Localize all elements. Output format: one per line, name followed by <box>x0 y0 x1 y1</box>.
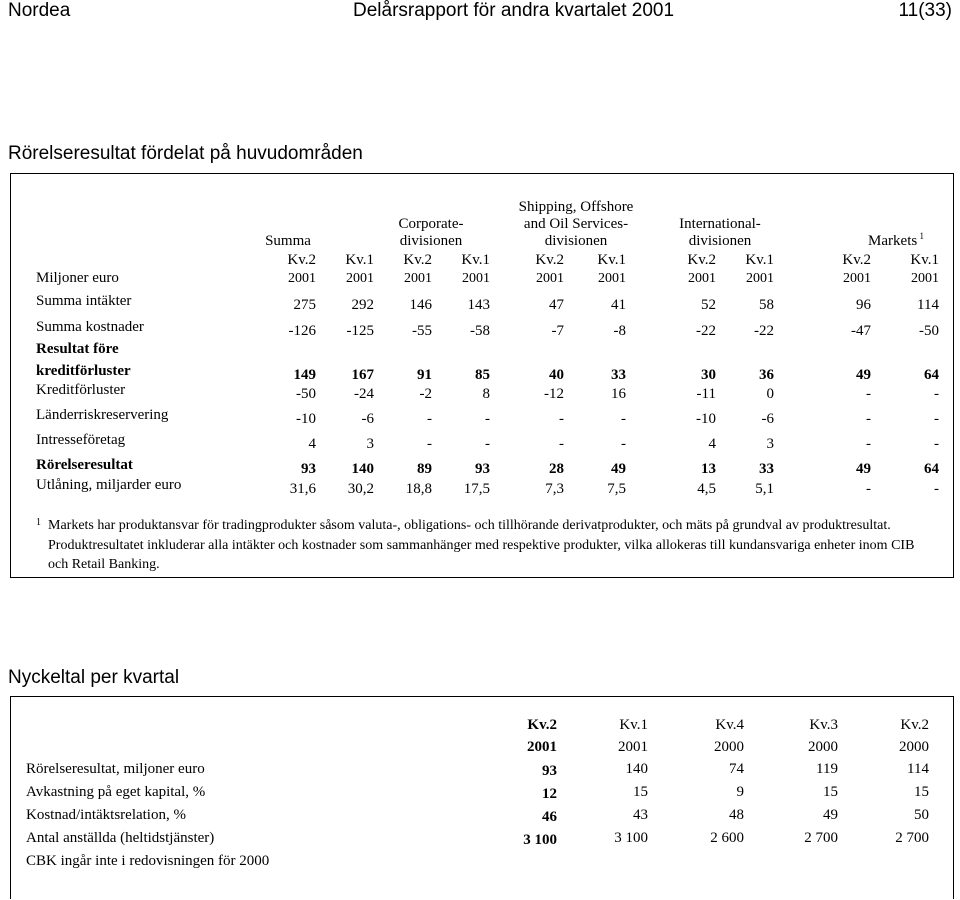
table-cell: - <box>934 481 939 497</box>
table-cell: -10 <box>696 411 716 427</box>
table-cell: 2 700 <box>804 830 838 846</box>
table-cell: 64 <box>924 461 939 477</box>
company-name: Nordea <box>8 0 71 21</box>
table-cell: 3 100 <box>523 832 557 848</box>
table-cell: 58 <box>759 297 774 313</box>
table-cell: 36 <box>759 367 774 383</box>
group-header-line: Summa <box>265 233 311 249</box>
table-cell: -125 <box>346 323 374 339</box>
table-cell: -12 <box>544 386 564 402</box>
year-header: 2001 <box>346 271 374 286</box>
year-header: 2001 <box>462 271 490 286</box>
table-cell: 3 100 <box>614 830 648 846</box>
table-cell: -47 <box>851 323 871 339</box>
table-cell: 167 <box>351 367 374 383</box>
table-cell: -8 <box>613 323 626 339</box>
table-cell: 28 <box>549 461 564 477</box>
table-cell: 85 <box>475 367 490 383</box>
row-label: Rörelseresultat, miljoner euro <box>26 761 205 777</box>
year-header: 2000 <box>808 739 838 755</box>
table-cell: - <box>559 436 564 452</box>
table-cell: -10 <box>296 411 316 427</box>
year-header: 2001 <box>527 739 557 755</box>
table-cell: 15 <box>633 784 648 800</box>
table-cell: -22 <box>696 323 716 339</box>
row-label: Länderriskreservering <box>36 407 169 423</box>
table-cell: 43 <box>633 807 648 823</box>
period-header: Kv.2 <box>403 252 432 268</box>
year-header: 2001 <box>536 271 564 286</box>
year-header: 2001 <box>404 271 432 286</box>
table-cell: -50 <box>296 386 316 402</box>
table-cell: - <box>621 411 626 427</box>
page-number: 11(33) <box>898 0 952 21</box>
table-cell: 114 <box>917 297 939 313</box>
period-header: Kv.1 <box>619 717 648 733</box>
table-cell: 48 <box>729 807 744 823</box>
group-header-line: divisionen <box>399 233 463 249</box>
table-cell: - <box>934 436 939 452</box>
table-cell: - <box>866 436 871 452</box>
row-label-cont: kreditförluster <box>36 363 131 379</box>
row-label: Rörelseresultat <box>36 457 133 473</box>
year-header: 2001 <box>688 271 716 286</box>
table-cell: 149 <box>293 367 316 383</box>
table-cell: 7,3 <box>545 481 564 497</box>
table-cell: - <box>866 386 871 402</box>
year-header: 2001 <box>598 271 626 286</box>
year-header: 2001 <box>288 271 316 286</box>
table-cell: 143 <box>467 297 490 313</box>
table-cell: 49 <box>856 367 871 383</box>
table-cell: 18,8 <box>405 481 432 497</box>
table-cell: 146 <box>409 297 432 313</box>
period-header: Kv.1 <box>910 252 939 268</box>
period-header: Kv.4 <box>715 717 744 733</box>
table-cell: 16 <box>611 386 626 402</box>
table-cell: 74 <box>729 761 744 777</box>
table-cell: 0 <box>766 386 774 402</box>
footnote-ref: 1 <box>917 231 924 241</box>
table-cell: - <box>621 436 626 452</box>
footnote-text: Markets har produktansvar för tradingprodukter såsom valuta-, obligations- och tillhörande derivatprodukter, och mäts på grundval av produktresultat. Produktresultatet inkluderar alla intäkter och kostnader som sammanhänger med respektive produkter, vilka allokeras till kundansvariga enheter inom CIB och Retail Banking. <box>48 518 915 572</box>
footnote-mark: 1 <box>36 517 41 528</box>
table-cell: 275 <box>293 297 316 313</box>
table-cell: 140 <box>351 461 374 477</box>
period-header: Kv.1 <box>461 252 490 268</box>
table-cell: -6 <box>361 411 374 427</box>
period-header: Kv.1 <box>597 252 626 268</box>
table-cell: 41 <box>611 297 626 313</box>
table-cell: -22 <box>754 323 774 339</box>
table-cell: 49 <box>611 461 626 477</box>
period-header: Kv.2 <box>535 252 564 268</box>
group-header-line: Shipping, Offshore <box>518 199 634 215</box>
table-cell: 30 <box>701 367 716 383</box>
year-header: 2001 <box>618 739 648 755</box>
row-label: Resultat före <box>36 341 119 357</box>
table-cell: 93 <box>301 461 316 477</box>
period-header: Kv.1 <box>345 252 374 268</box>
year-header: 2001 <box>746 271 774 286</box>
table-cell: 30,2 <box>347 481 374 497</box>
keyfigures-note: CBK ingår inte i redovisningen för 2000 <box>26 853 270 869</box>
table-cell: 3 <box>766 436 774 452</box>
segments-section-title: Rörelseresultat fördelat på huvudområden <box>8 143 363 164</box>
group-header-line: Corporate- <box>398 216 464 232</box>
table-cell: 17,5 <box>463 481 490 497</box>
table-cell: 93 <box>475 461 490 477</box>
table-cell: -11 <box>696 386 716 402</box>
row-label: Intresseföretag <box>36 432 126 448</box>
table-cell: 4 <box>308 436 316 452</box>
table-cell: 140 <box>625 761 648 777</box>
group-header-line: divisionen <box>688 233 752 249</box>
table-cell: -126 <box>288 323 316 339</box>
table-cell: 8 <box>482 386 490 402</box>
table-cell: 33 <box>611 367 626 383</box>
table-cell: 119 <box>816 761 838 777</box>
row-label: Avkastning på eget kapital, % <box>26 784 206 800</box>
table-cell: - <box>485 436 490 452</box>
table-cell: - <box>934 386 939 402</box>
period-header: Kv.3 <box>809 717 838 733</box>
table-cell: 4,5 <box>697 481 716 497</box>
table-cell: -50 <box>919 323 939 339</box>
table-cell: 292 <box>351 297 374 313</box>
table-cell: 91 <box>417 367 432 383</box>
table-cell: 93 <box>542 763 557 779</box>
year-header: 2001 <box>843 271 871 286</box>
table-cell: - <box>427 411 432 427</box>
table-cell: 9 <box>736 784 744 800</box>
table-cell: -55 <box>412 323 432 339</box>
page-header <box>0 0 960 22</box>
year-header: 2001 <box>911 271 939 286</box>
group-header-line: Markets $^1$ <box>868 231 924 249</box>
markets-footnote <box>36 516 928 575</box>
row-label: Kostnad/intäktsrelation, % <box>26 807 186 823</box>
table-cell: 52 <box>701 297 716 313</box>
table-cell: -6 <box>761 411 774 427</box>
table-cell: 46 <box>542 809 557 825</box>
table-cell: - <box>934 411 939 427</box>
period-header: Kv.2 <box>287 252 316 268</box>
period-header: Kv.1 <box>745 252 774 268</box>
group-header-line: and Oil Services- <box>523 216 629 232</box>
table-cell: 15 <box>823 784 838 800</box>
unit-label: Miljoner euro <box>36 270 119 286</box>
row-label: Summa intäkter <box>36 293 132 309</box>
table-cell: - <box>485 411 490 427</box>
table-cell: 5,1 <box>755 481 774 497</box>
table-cell: - <box>559 411 564 427</box>
table-cell: - <box>866 411 871 427</box>
table-cell: 49 <box>856 461 871 477</box>
table-cell: -7 <box>551 323 564 339</box>
table-cell: 7,5 <box>607 481 626 497</box>
table-cell: 33 <box>759 461 774 477</box>
table-cell: 114 <box>907 761 929 777</box>
report-title: Delårsrapport för andra kvartalet 2001 <box>353 0 675 21</box>
group-header-line: International- <box>679 216 761 232</box>
table-cell: 2 700 <box>895 830 929 846</box>
table-cell: 3 <box>366 436 374 452</box>
row-label: Summa kostnader <box>36 319 144 335</box>
table-cell: 89 <box>417 461 432 477</box>
table-cell: 4 <box>708 436 716 452</box>
table-cell: -58 <box>470 323 490 339</box>
period-header: Kv.2 <box>527 717 557 733</box>
table-cell: 64 <box>924 367 939 383</box>
table-cell: -2 <box>419 386 432 402</box>
table-cell: 96 <box>856 297 871 313</box>
table-cell: 40 <box>549 367 564 383</box>
row-label: Antal anställda (heltidstjänster) <box>26 830 215 846</box>
row-label: Utlåning, miljarder euro <box>36 477 182 493</box>
table-cell: 50 <box>914 807 929 823</box>
table-cell: 49 <box>823 807 838 823</box>
table-cell: 12 <box>542 786 557 802</box>
year-header: 2000 <box>714 739 744 755</box>
group-header-line: divisionen <box>544 233 608 249</box>
period-header: Kv.2 <box>900 717 929 733</box>
period-header: Kv.2 <box>687 252 716 268</box>
table-cell: -24 <box>354 386 374 402</box>
row-label: Kreditförluster <box>36 382 126 398</box>
year-header: 2000 <box>899 739 929 755</box>
table-cell: 13 <box>701 461 716 477</box>
table-cell: 15 <box>914 784 929 800</box>
keyfigures-section-title: Nyckeltal per kvartal <box>8 667 180 688</box>
table-cell: - <box>427 436 432 452</box>
table-cell: 31,6 <box>289 481 316 497</box>
period-header: Kv.2 <box>842 252 871 268</box>
table-cell: 47 <box>549 297 564 313</box>
table-cell: 2 600 <box>710 830 744 846</box>
table-cell: - <box>866 481 871 497</box>
